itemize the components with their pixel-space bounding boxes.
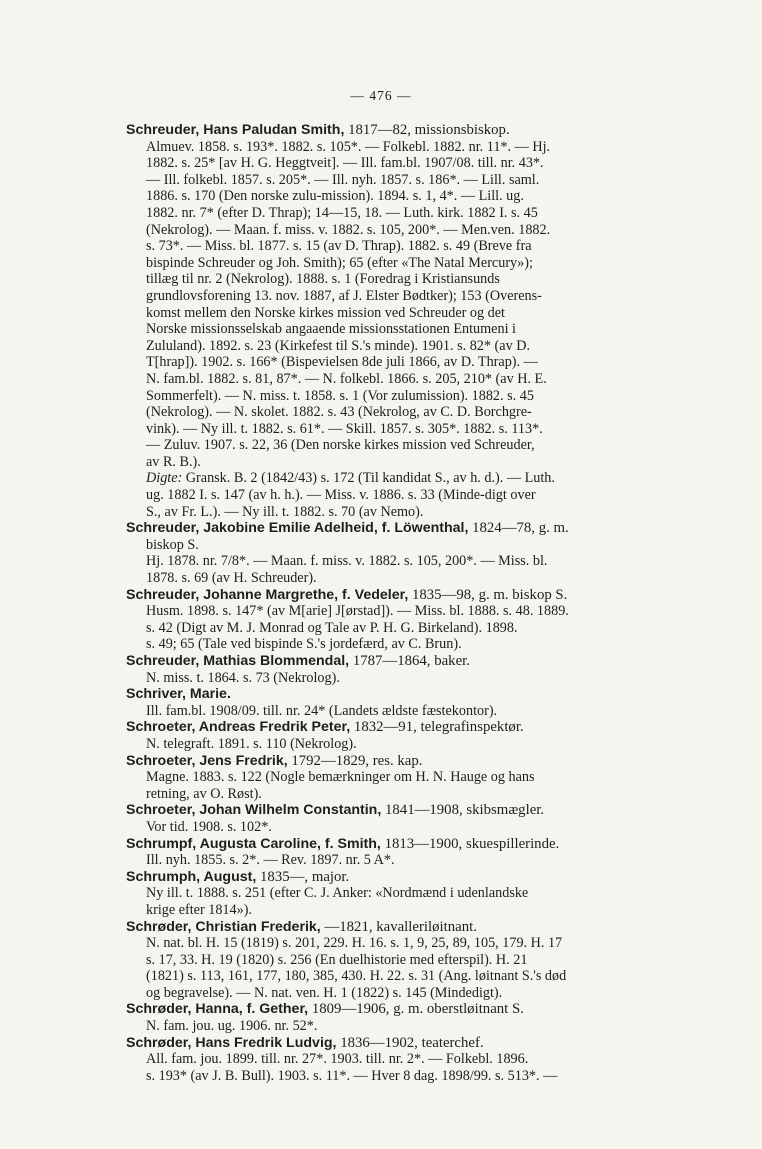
entry-heading (126, 1035, 706, 1052)
entry-name: Schrumph, August, (126, 868, 257, 885)
reference-line: s. 42 (Digt av M. J. Monrad og Tale av P. H. G. Birkeland). 1898. (146, 619, 518, 636)
entry-info: —1821, kavalleriløitnant. (320, 918, 477, 935)
reference-line: Husm. 1898. s. 147* (av M[arie] J[ørstad]). — Miss. bl. 1888. s. 48. 1889. (146, 603, 569, 620)
entry (0, 1001, 762, 1034)
entry-heading (126, 836, 706, 853)
reference-line: Magne. 1883. s. 122 (Nogle bemærkninger om H. N. Hauge og hans (146, 769, 535, 786)
reference-line: Vor tid. 1908. s. 102*. (146, 818, 272, 835)
entry-list (0, 122, 762, 1084)
entry-info: 1835—98, g. m. biskop S. (408, 586, 568, 603)
entry (0, 1035, 762, 1085)
entry-heading (126, 686, 706, 703)
reference-line: vink). — Ny ill. t. 1882. s. 61*. — Skill. 1857. s. 305*. 1882. s. 113*. (146, 420, 543, 437)
reference-line: s. 17, 33. H. 19 (1820) s. 256 (En duelhistorie med efterspil). H. 21 (146, 951, 528, 968)
entry-heading (126, 719, 706, 736)
entry-info: 1817—82, missionsbiskop. (344, 122, 510, 138)
reference-line: s. 73*. — Miss. bl. 1877. s. 15 (av D. Thrap). 1882. s. 49 (Breve fra (146, 238, 532, 255)
reference-line: av R. B.). (146, 453, 201, 470)
entry-name: Schrøder, Hanna, f. Gether, (126, 1001, 309, 1018)
reference-line: — Zuluv. 1907. s. 22, 36 (Den norske kirkes mission ved Schreuder, (146, 437, 535, 454)
entry (0, 869, 762, 919)
reference-line: (Nekrolog). — N. skolet. 1882. s. 43 (Nekrolog, av C. D. Borchgre- (146, 404, 532, 421)
entry-heading (126, 587, 706, 604)
reference-line: N. miss. t. 1864. s. 73 (Nekrolog). (146, 669, 340, 686)
reference-line: ug. 1882 I. s. 147 (av h. h.). — Miss. v. 1886. s. 33 (Minde-digt over (146, 487, 536, 504)
entry-info: 1824—78, g. m. (468, 520, 569, 537)
reference-line: tillæg til nr. 2 (Nekrolog). 1888. s. 1 (Foredrag i Kristiansunds (146, 271, 500, 288)
reference-line: S., av Fr. L.). — Ny ill. t. 1882. s. 70 (av Nemo). (146, 503, 424, 520)
entry-info: 1792—1829, res. kap. (287, 752, 423, 769)
entry-name: Schrøder, Hans Fredrik Ludvig, (126, 1034, 337, 1051)
entry-info: 1835—, major. (256, 868, 350, 885)
reference-line: N. nat. bl. H. 15 (1819) s. 201, 229. H. 16. s. 1, 9, 25, 89, 105, 179. H. 17 (146, 935, 563, 952)
entry (0, 686, 762, 719)
entry (0, 122, 762, 520)
reference-line: retning, av O. Røst). (146, 785, 262, 802)
reference-line: Norske missionsselskab angaaende missionsstationen Entumeni i (146, 321, 517, 338)
entry-name: Schroeter, Andreas Fredrik Peter, (126, 719, 351, 736)
entry-name: Schrumpf, Augusta Caroline, f. Smith, (126, 835, 381, 852)
reference-line: — Ill. folkebl. 1857. s. 205*. — Ill. nyh. 1857. s. 186*. — Lill. saml. (146, 171, 540, 188)
reference-line: og begravelse). — N. nat. ven. H. 1 (1822) s. 145 (Mindedigt). (146, 984, 503, 1001)
reference-line: s. 49; 65 (Tale ved bispinde S.'s jordefærd, av C. Brun). (146, 636, 462, 653)
reference-line: T[hrap]). 1902. s. 166* (Bispevielsen 8de juli 1866, av D. Thrap). — (146, 354, 538, 371)
reference-line: 1886. s. 170 (Den norske zulu-mission). 1894. s. 1, 4*. — Lill. ug. (146, 188, 524, 205)
reference-line: bispinde Schreuder og Joh. Smith); 65 (efter «The Natal Mercury»); (146, 254, 533, 271)
entry-heading (126, 1001, 706, 1018)
entry-info: 1836—1902, teaterchef. (336, 1034, 484, 1051)
reference-line: All. fam. jou. 1899. till. nr. 27*. 1903. till. nr. 2*. — Folkebl. 1896. (146, 1051, 529, 1068)
entry-info: 1809—1906, g. m. oberstløitnant S. (308, 1001, 524, 1018)
reference-line: (1821) s. 113, 161, 177, 180, 385, 430. H. 22. s. 31 (Ang. løitnant S.'s død (146, 968, 567, 985)
entry-heading (126, 869, 706, 886)
reference-line: Ill. fam.bl. 1908/09. till. nr. 24* (Landets ældste fæstekontor). (146, 702, 498, 719)
entry-name: Schreuder, Jakobine Emilie Adelheid, f. Löwenthal, (126, 520, 469, 537)
entry (0, 836, 762, 869)
reference-line: N. telegraft. 1891. s. 110 (Nekrolog). (146, 735, 357, 752)
reference-line: 1882. s. 25* [av H. G. Heggtveit]. — Ill. fam.bl. 1907/08. till. nr. 43*. (146, 155, 544, 172)
entry-name: Schreuder, Hans Paludan Smith, (126, 122, 345, 138)
reference-line: biskop S. (146, 536, 199, 553)
entry-name: Schrøder, Christian Frederik, (126, 918, 321, 935)
entry-heading (126, 653, 706, 670)
entry-heading (126, 919, 706, 936)
reference-line: 1878. s. 69 (av H. Schreuder). (146, 570, 317, 587)
entry (0, 919, 762, 1002)
entry (0, 802, 762, 835)
entry-name: Schroeter, Johan Wilhelm Constantin, (126, 802, 382, 819)
entry-name: Schreuder, Johanne Margrethe, f. Vedeler, (126, 586, 409, 603)
entry-heading (126, 122, 706, 139)
reference-line: Hj. 1878. nr. 7/8*. — Maan. f. miss. v. 1882. s. 105, 200*. — Miss. bl. (146, 553, 548, 570)
entry (0, 719, 762, 752)
entry-name: Schriver, Marie. (126, 686, 231, 703)
entry (0, 520, 762, 586)
reference-line: Ny ill. t. 1888. s. 251 (efter C. J. Anker: «Nordmænd i udenlandske (146, 885, 529, 902)
entry-info: 1841—1908, skibsmægler. (381, 802, 545, 819)
entry (0, 753, 762, 803)
digte-text: Gransk. B. 2 (1842/43) s. 172 (Til kandidat S., av h. d.). — Luth. (182, 470, 555, 487)
digte-label: Digte: (146, 470, 183, 487)
entry-info: 1813—1900, skuespillerinde. (380, 835, 560, 852)
reference-line: N. fam. jou. ug. 1906. nr. 52*. (146, 1018, 318, 1035)
digte-line (146, 470, 706, 487)
entry-heading (126, 520, 706, 537)
reference-line: (Nekrolog). — Maan. f. miss. v. 1882. s. 105, 200*. — Men.ven. 1882. (146, 221, 551, 238)
entry-heading (126, 753, 706, 770)
reference-line: Almuev. 1858. s. 193*. 1882. s. 105*. — Folkebl. 1882. nr. 11*. — Hj. (146, 138, 551, 155)
entry (0, 587, 762, 653)
entry-name: Schroeter, Jens Fredrik, (126, 752, 288, 769)
entry-heading (126, 802, 706, 819)
reference-line: krige efter 1814»). (146, 901, 252, 918)
reference-line: komst mellem den Norske kirkes mission ved Schreuder og det (146, 304, 505, 321)
reference-line: Sommerfelt). — N. miss. t. 1858. s. 1 (Vor zulumission). 1882. s. 45 (146, 387, 534, 404)
entry-info: 1832—91, telegrafinspektør. (350, 719, 524, 736)
reference-line: s. 193* (av J. B. Bull). 1903. s. 11*. — Hver 8 dag. 1898/99. s. 513*. — (146, 1067, 558, 1084)
reference-line: N. fam.bl. 1882. s. 81, 87*. — N. folkebl. 1866. s. 205, 210* (av H. E. (146, 370, 547, 387)
reference-line: grundlovsforening 13. nov. 1887, af J. Elster Bødtker); 153 (Overens- (146, 287, 542, 304)
entry-info: 1787—1864, baker. (349, 653, 470, 669)
page-number: — 476 — (350, 88, 412, 103)
reference-line: Zululand). 1892. s. 23 (Kirkefest til S.'s minde). 1901. s. 82* (av D. (146, 337, 530, 354)
reference-line: Ill. nyh. 1855. s. 2*. — Rev. 1897. nr. 5 A*. (146, 852, 395, 869)
entry (0, 653, 762, 686)
entry-name: Schreuder, Mathias Blommendal, (126, 653, 350, 669)
reference-line: 1882. nr. 7* (efter D. Thrap); 14—15, 18. — Luth. kirk. 1882 I. s. 45 (146, 204, 538, 221)
